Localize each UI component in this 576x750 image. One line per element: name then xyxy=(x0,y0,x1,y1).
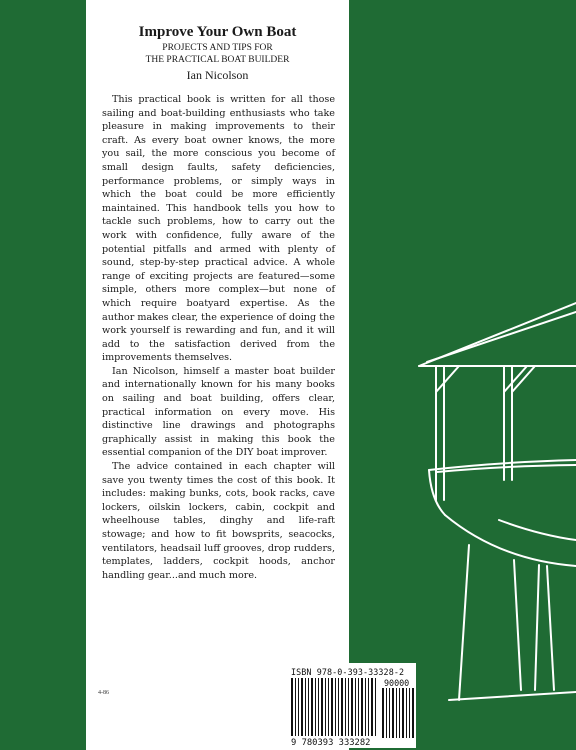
barcode-bar xyxy=(298,678,299,736)
barcode-bar xyxy=(358,678,359,736)
barcode-bar xyxy=(341,678,343,736)
isbn-label: ISBN 978-0-393-33328-2 xyxy=(291,667,405,677)
author-name: Ian Nicolson xyxy=(186,68,249,82)
barcode-bar xyxy=(315,678,316,736)
barcode-bar xyxy=(389,688,390,738)
barcode-bar xyxy=(406,688,407,738)
boat-line-drawing xyxy=(349,0,576,750)
barcode-bar xyxy=(402,688,404,738)
barcode-bar xyxy=(305,678,306,736)
price-code: 90000 xyxy=(384,678,410,688)
barcode-bar xyxy=(386,688,387,738)
barcode-bar xyxy=(399,688,400,738)
barcode-bar xyxy=(328,678,329,736)
blurb-paragraph: The advice contained in each chapter will save you twenty times the cost of this book. It includes: making bunks, cots, book racks, cave lockers, oilskin lockers, cabin, cockpit and wheelhouse tables, dinghy and life-raft stowage; and how to fit bowsprits, seacocks, ventilators, headsail luff grooves, drop rudders, templates, ladders, cockpit hoods, anchor handling gear...and much more. xyxy=(102,461,335,581)
barcode-bar xyxy=(331,678,333,736)
blurb-paragraph: Ian Nicolson, himself a master boat builder and internationally known for his many books on sailing and boat building, offers clear, practical information on every move. His distinctive line drawings and photographs graphically assist in making this book the essential companion of the DIY boat improver. xyxy=(102,365,335,459)
barcode-bar xyxy=(392,688,394,738)
barcode-bar xyxy=(311,678,313,736)
barcode-bar xyxy=(325,678,326,736)
barcode-bar xyxy=(295,678,296,736)
barcode-bar xyxy=(361,678,363,736)
barcode-bar xyxy=(412,688,414,738)
barcode-bar xyxy=(338,678,339,736)
book-subtitle: PROJECTS AND TIPS FOR THE PRACTICAL BOAT BUILDER xyxy=(145,43,290,65)
addon-barcode xyxy=(382,688,414,738)
barcode-bar xyxy=(308,678,309,736)
barcode-bar xyxy=(348,678,349,736)
print-code: 4-86 xyxy=(98,690,109,696)
barcode-bar xyxy=(375,678,376,736)
green-left-band xyxy=(0,0,86,750)
blurb-text xyxy=(102,93,335,582)
barcode-bar xyxy=(335,678,336,736)
barcode-bar xyxy=(291,678,293,736)
ean-barcode xyxy=(291,678,379,736)
barcode-bar xyxy=(368,678,369,736)
barcode-bar xyxy=(318,678,319,736)
barcode-bar xyxy=(345,678,346,736)
barcode-bar xyxy=(371,678,373,736)
barcode-digits: 9 780393 333282 xyxy=(291,738,371,748)
barcode-bar xyxy=(301,678,303,736)
barcode-bar xyxy=(351,678,353,736)
barcode-bar xyxy=(396,688,397,738)
barcode-bar xyxy=(321,678,323,736)
barcode-bar xyxy=(409,688,410,738)
barcode-bar xyxy=(355,678,356,736)
blurb-paragraph: This practical book is written for all those sailing and boat-building enthusiasts who take pleasure in making improvements to their craft. As every boat owner knows, the more you sail, the more conscious you become of small design faults, safety deficiencies, performance problems, or simply ways in which the boat could be more efficiently maintained. This handbook tells you how to tackle such problems, how to carry out the work with confidence, fully aware of the potential pitfalls and armed with plenty of sound, step-by-step practical advice. A whole range of exciting projects are featured—some simple, others more complex—but none of which require boatyard expertise. As the author makes clear, the experience of doing the work yourself is rewarding and fun, and it will add to the satisfaction derived from the improvements themselves. xyxy=(102,94,335,364)
book-title: Improve Your Own Boat xyxy=(138,24,297,40)
barcode-bar xyxy=(365,678,366,736)
barcode-bar xyxy=(382,688,384,738)
